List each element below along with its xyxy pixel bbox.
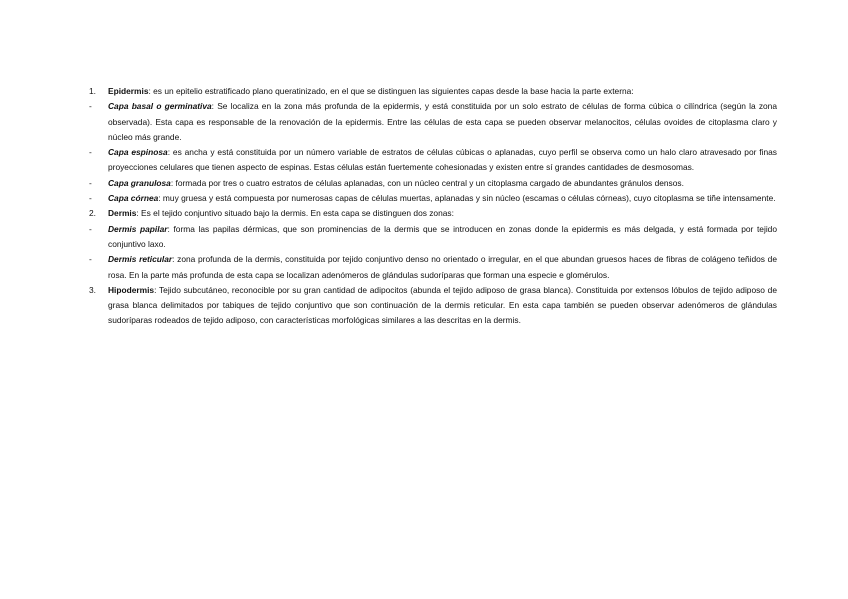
list-dash: -: [89, 101, 92, 112]
list-dash: -: [89, 254, 92, 265]
term-hipodermis: Hipodermis: [108, 284, 155, 295]
term-capa-espinosa: Capa espinosa: [108, 147, 168, 158]
item-text: : forma las papilas dérmicas, que son prominencias de la dermis que se introducen en zonas donde la epidermis es más delgada, y está formada por tejido conjuntivo laxo.: [108, 223, 777, 249]
item-text: : Se localiza en la zona más profunda de la epidermis, y está constituida por un solo estrato de células de forma cúbica o cilíndrica (según la zona observada). Esta capa es responsable de la renovación de la epidermis. Entre las células de esta capa se pueden observar melanocitos, células ovoides de citoplasma claro y núcleo más grande.: [108, 101, 777, 142]
list-dash: -: [89, 177, 92, 188]
list-number: 2.: [89, 208, 96, 219]
term-dermis: Dermis: [108, 208, 137, 219]
item-text: : zona profunda de la dermis, constituida por tejido conjuntivo denso no orientado o irregular, en el que abundan gruesos haces de fibras de colágeno teñidos de rosa. En la parte más profunda de esta capa se localizan adenómeros de glándulas sudoríparas que forman una especie e glomérulos.: [108, 254, 777, 280]
document-body: [89, 84, 777, 329]
term-dermis-papilar: Dermis papilar: [108, 223, 168, 234]
item-text: : Tejido subcutáneo, reconocible por su gran cantidad de adipocitos (abunda el tejido adiposo de grasa blanca). Constituida por extensos lóbulos de tejido adiposo de grasa blanca delimitados por tabiques de tejido conjuntivo que son continuación de la dermis reticular. En esta capa también se pueden observar adenómeros de glándulas sudoríparas rodeados de tejido adiposo, con características morfológicas similares a las descritas en la dermis.: [108, 284, 777, 326]
list-number: 1.: [89, 86, 96, 96]
item-text: : formada por tres o cuatro estratos de células aplanadas, con un núcleo central y un citoplasma cargado de abundantes gránulos densos.: [170, 177, 684, 188]
term-dermis-reticular: Dermis reticular: [108, 254, 173, 265]
list-item-capa-cornea: [89, 191, 777, 206]
item-text: : Es el tejido conjuntivo situado bajo la dermis. En esta capa se distinguen dos zonas:: [136, 208, 454, 219]
list-item-dermis-reticular: [89, 252, 777, 283]
term-capa-cornea: Capa córnea: [108, 193, 159, 204]
list-dash: -: [89, 193, 92, 204]
term-epidermis: Epidermis: [108, 86, 149, 96]
list-item-hipodermis: [89, 283, 777, 329]
list-item-capa-basal: [89, 99, 777, 145]
list-item-capa-espinosa: [89, 145, 777, 176]
list-number: 3.: [89, 284, 96, 295]
list-dash: -: [89, 223, 92, 234]
item-text: : es ancha y está constituida por un número variable de estratos de células cúbicas o aplanadas, cuyo perfil se observa como un halo claro atravesado por finas proyecciones celulares que tienen aspecto de espinas. Estas células están fuertemente cohesionadas y existen entre sí grandes cantidades de desmosomas.: [108, 147, 777, 173]
item-text: : muy gruesa y está compuesta por numerosas capas de células muertas, aplanadas y sin núcleo (escamas o células córneas), cuyo citoplasma se tiñe intensamente.: [158, 193, 776, 204]
list-dash: -: [89, 147, 92, 158]
term-capa-basal: Capa basal o germinativa: [108, 101, 212, 112]
list-item-dermis-papilar: [89, 222, 777, 253]
item-text: : es un epitelio estratificado plano queratinizado, en el que se distinguen las siguientes capas desde la base hacia la parte externa:: [148, 86, 634, 96]
list-item-epidermis: [89, 84, 777, 99]
term-capa-granulosa: Capa granulosa: [108, 177, 171, 188]
list-item-dermis: [89, 206, 777, 221]
list-item-capa-granulosa: [89, 176, 777, 191]
